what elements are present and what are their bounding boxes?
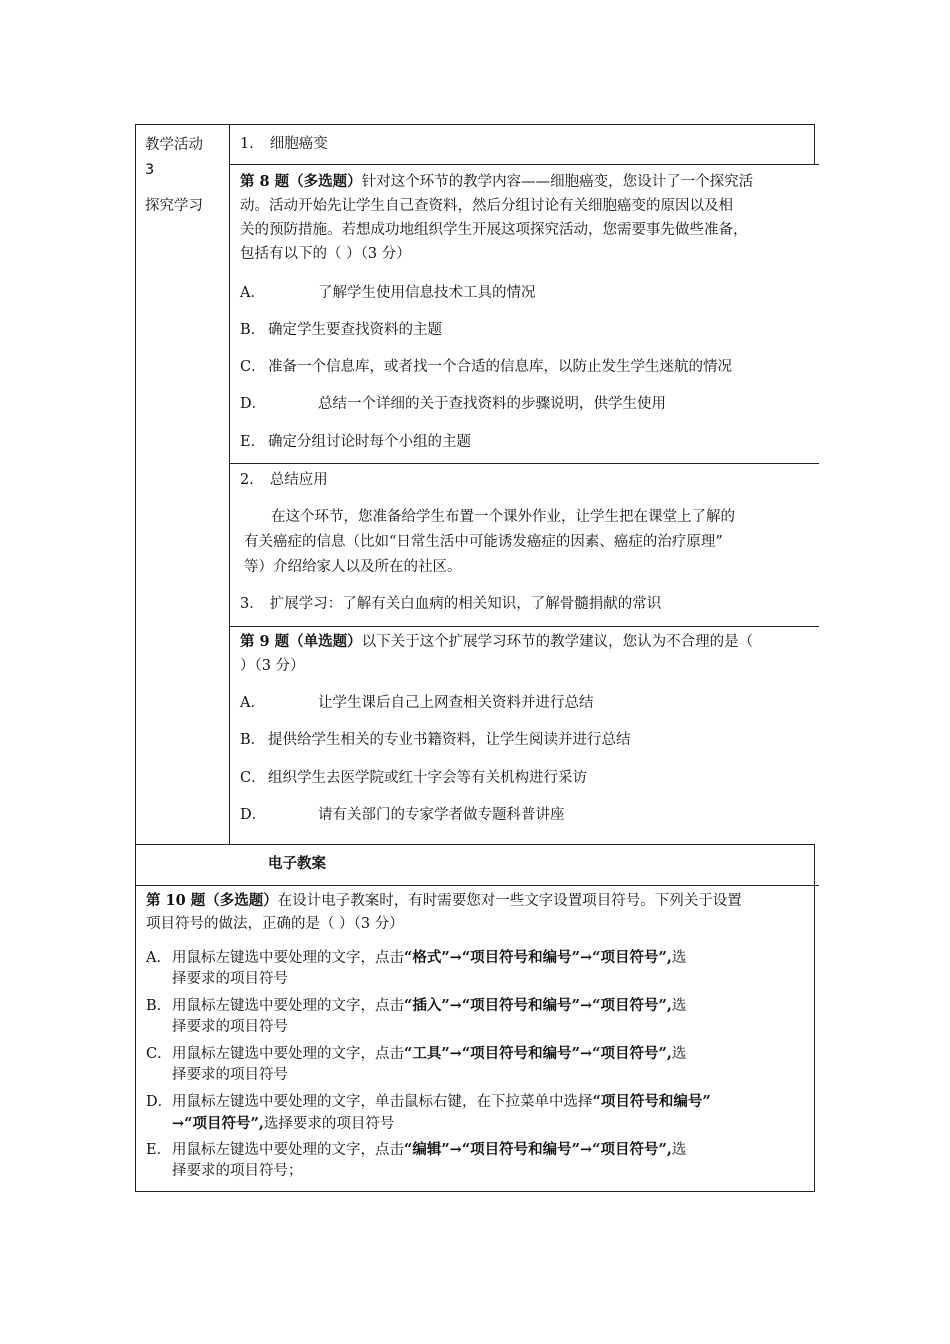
q8-heading: 第 8 题（多选题） — [240, 173, 362, 190]
q10-option-a[interactable] — [146, 947, 810, 990]
q9-line-2: ）（3 分） — [240, 658, 305, 674]
section-3-number: 3． — [240, 596, 264, 612]
q10-heading: 第 10 题（多选题） — [146, 892, 278, 909]
section-2-para-1: 在这个环节，您准备给学生布置一个课外作业，让学生把在课堂上了解的 — [271, 509, 735, 525]
option-menu-path: “插入”→“项目符号和编号”→“项目符号”, — [404, 997, 672, 1014]
option-text-cont: 择要求的项目符号； — [172, 1163, 303, 1179]
q8-line-4: 包括有以下的（ ）（3 分） — [240, 246, 411, 262]
option-letter: E． — [146, 1142, 172, 1158]
option-text: 提供给学生相关的专业书籍资料，让学生阅读并进行总结 — [268, 732, 631, 748]
row-divider-4 — [135, 844, 815, 845]
option-text: 让学生课后自己上网查相关资料并进行总结 — [318, 695, 594, 711]
section-2-para-3: 等）介绍给家人以及所在的社区。 — [244, 559, 462, 575]
activity-type: 探究学习 — [145, 198, 203, 214]
q8-option-e[interactable] — [240, 432, 471, 452]
option-letter: B． — [146, 998, 172, 1014]
section-3-title: 扩展学习：了解有关白血病的相关知识，了解骨髓捐献的常识 — [269, 596, 662, 612]
q10-option-e[interactable] — [146, 1139, 810, 1182]
option-letter: C． — [240, 770, 266, 786]
option-text: 请有关部门的专家学者做专题科普讲座 — [318, 807, 565, 823]
q9-line-1 — [240, 632, 753, 652]
q10-option-b[interactable] — [146, 995, 810, 1038]
q10-line-1 — [146, 891, 742, 911]
option-text-cont: 择要求的项目符号 — [172, 1067, 288, 1083]
section-2-title: 总结应用 — [269, 472, 328, 488]
option-letter: D． — [240, 396, 267, 412]
q9-option-b[interactable] — [240, 730, 631, 750]
option-text-cont: 选择要求的项目符号 — [263, 1116, 395, 1132]
option-text: 准备一个信息库，或者找一个合适的信息库，以防止发生学生迷航的情况 — [268, 359, 732, 375]
q9-heading: 第 9 题（单选题） — [240, 633, 362, 650]
q10-line-2: 项目符号的做法，正确的是（ ）（3 分） — [146, 916, 404, 932]
option-letter: B． — [240, 322, 266, 338]
option-letter: A． — [240, 285, 265, 301]
option-text: 用鼠标左键选中要处理的文字，点击 — [172, 950, 404, 966]
option-menu-path-cont: →“项目符号”, — [172, 1115, 264, 1132]
option-letter: A． — [146, 950, 171, 966]
section-3-heading — [240, 594, 661, 614]
option-text: 总结一个详细的关于查找资料的步骤说明，供学生使用 — [318, 396, 666, 412]
option-text: 确定学生要查找资料的主题 — [268, 322, 442, 338]
section-1-number: 1． — [240, 136, 264, 152]
option-text: 用鼠标左键选中要处理的文字，点击 — [172, 998, 404, 1014]
q10-option-d[interactable] — [146, 1091, 810, 1135]
section-2-para-2: 有关癌症的信息（比如“日常生活中可能诱发癌症的因素、癌症的治疗原理” — [244, 534, 723, 550]
option-text-tail: 选 — [671, 1142, 687, 1158]
option-text-cont: 择要求的项目符号 — [172, 971, 288, 987]
q8-line-3: 关的预防措施。若想成功地组织学生开展这项探究活动，您需要事先做些准备， — [240, 222, 748, 238]
option-letter: D． — [146, 1094, 173, 1110]
activity-number: 3 — [145, 162, 155, 178]
q8-option-b[interactable] — [240, 320, 442, 340]
table-right-border-lower — [814, 845, 815, 1192]
q8-text-1: 针对这个环节的教学内容——细胞癌变，您设计了一个探究活 — [361, 174, 754, 190]
option-letter: B． — [240, 732, 266, 748]
section-1-title: 细胞癌变 — [269, 136, 328, 152]
q8-line-2: 动。活动开始先让学生自己查资料，然后分组讨论有关细胞癌变的原因以及相 — [240, 198, 733, 214]
option-menu-path: “编辑”→“项目符号和编号”→“项目符号”, — [404, 1141, 672, 1158]
option-menu-path: “工具”→“项目符号和编号”→“项目符号”, — [404, 1045, 672, 1062]
column-divider — [229, 124, 230, 845]
q10-text-1: 在设计电子教案时，有时需要您对一些文字设置项目符号。下列关于设置 — [277, 893, 742, 909]
option-text-cont: 择要求的项目符号 — [172, 1019, 288, 1035]
q9-option-d[interactable] — [240, 805, 565, 825]
row-divider-3 — [229, 626, 819, 627]
option-text: 确定分组讨论时每个小组的主题 — [268, 434, 471, 450]
q9-option-a[interactable] — [240, 693, 594, 713]
option-letter: C． — [240, 359, 266, 375]
table-right-border-upper — [814, 124, 815, 165]
option-text-tail: 选 — [671, 998, 687, 1014]
row-divider-5 — [135, 885, 819, 886]
option-text: 了解学生使用信息技术工具的情况 — [318, 285, 536, 301]
row-divider-2 — [229, 463, 819, 464]
section-2-heading — [240, 470, 328, 490]
q8-option-c[interactable] — [240, 357, 732, 377]
section-1-heading — [240, 134, 328, 154]
option-letter: D． — [240, 807, 267, 823]
option-menu-path: “格式”→“项目符号和编号”→“项目符号”, — [404, 949, 672, 966]
option-text: 组织学生去医学院或红十字会等有关机构进行采访 — [268, 770, 587, 786]
table-bottom-border — [135, 1191, 815, 1192]
option-text-tail: 选 — [671, 1046, 687, 1062]
option-text: 用鼠标左键选中要处理的文字，点击 — [172, 1142, 404, 1158]
q8-line-1 — [240, 172, 753, 192]
option-text: 用鼠标左键选中要处理的文字，单击鼠标右键，在下拉菜单中选择 — [172, 1094, 593, 1110]
table-top-border — [135, 124, 815, 125]
section-title: 电子教案 — [268, 855, 326, 872]
q9-text-1: 以下关于这个扩展学习环节的教学建议，您认为不合理的是（ — [361, 634, 754, 650]
q8-option-a[interactable] — [240, 283, 536, 303]
q8-option-d[interactable] — [240, 394, 666, 414]
option-text: 用鼠标左键选中要处理的文字，点击 — [172, 1046, 404, 1062]
option-text-tail: 选 — [671, 950, 687, 966]
activity-label: 教学活动 — [145, 137, 203, 153]
row-divider-1 — [229, 164, 819, 165]
q10-option-c[interactable] — [146, 1043, 810, 1086]
option-letter: A． — [240, 695, 265, 711]
option-letter: C． — [146, 1046, 172, 1062]
table-left-border — [135, 124, 136, 1192]
option-letter: E． — [240, 434, 266, 450]
q9-option-c[interactable] — [240, 768, 587, 788]
section-2-number: 2． — [240, 472, 264, 488]
option-menu-path: “项目符号和编号” — [592, 1093, 711, 1110]
